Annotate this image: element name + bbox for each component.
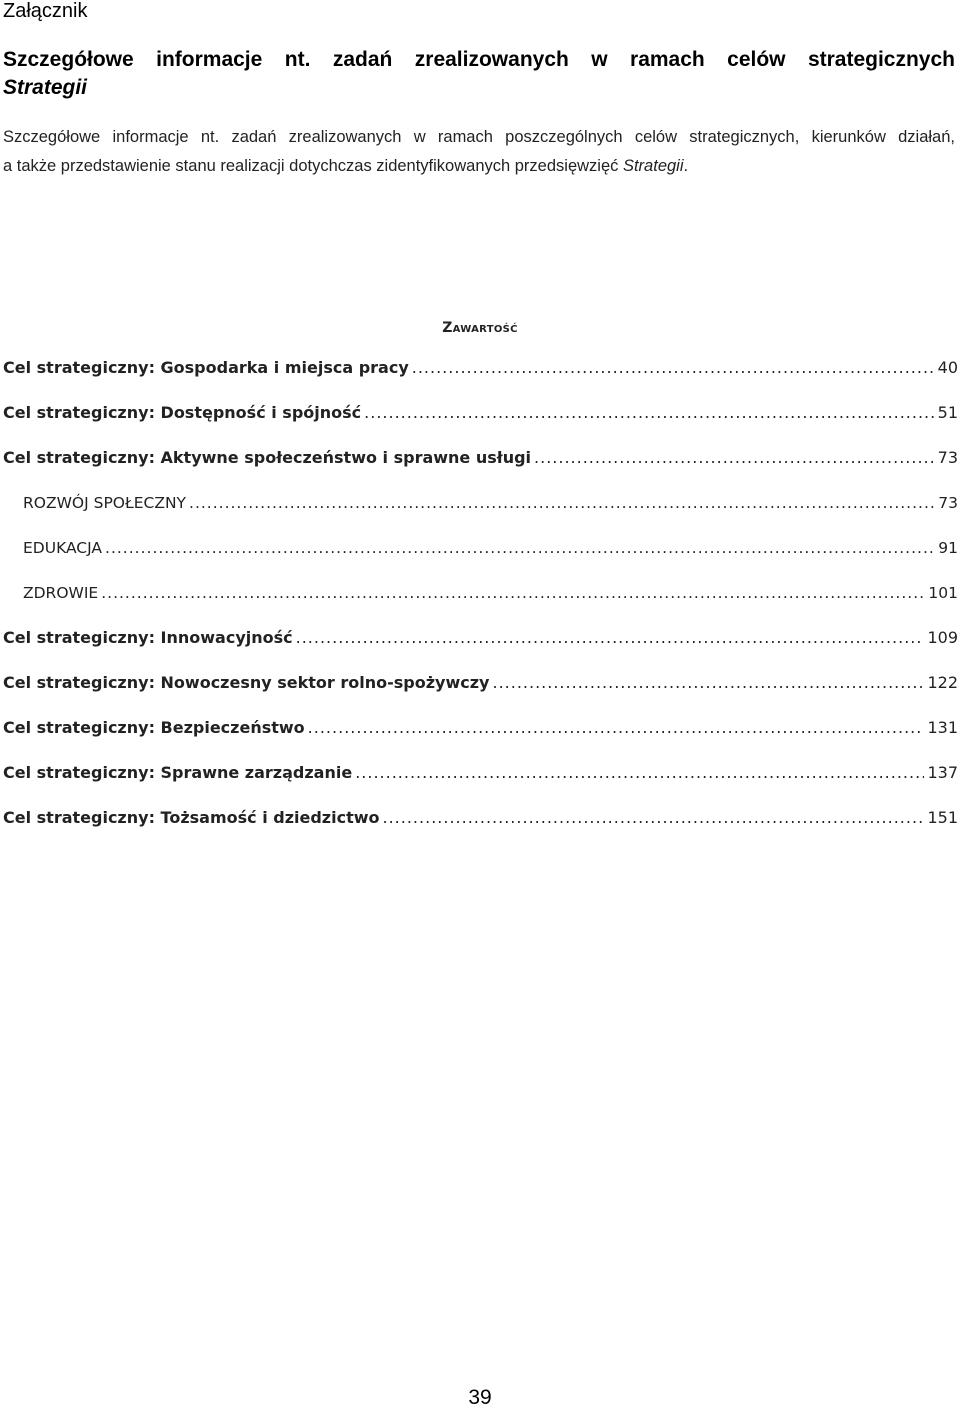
toc-entry-text: Cel strategiczny: Gospodarka i miejsca pracy bbox=[3, 358, 409, 377]
toc-entry-page: 101 bbox=[928, 584, 958, 602]
toc-leader-dots bbox=[189, 486, 935, 520]
toc-entry-text: Cel strategiczny: Sprawne zarządzanie bbox=[3, 763, 353, 782]
toc-entry-page: 73 bbox=[937, 448, 958, 467]
toc-entry[interactable] bbox=[0, 711, 958, 756]
toc-leader-dots bbox=[101, 576, 925, 610]
page-number: 39 bbox=[468, 1386, 492, 1409]
toc-entry-page: 122 bbox=[927, 673, 958, 692]
toc-entry[interactable] bbox=[0, 801, 958, 846]
toc-entry-text: ROZWÓJ SPOŁECZNY bbox=[23, 494, 187, 512]
toc-entry-page: 73 bbox=[938, 494, 958, 512]
toc-leader-dots bbox=[412, 351, 935, 385]
toc-subentry[interactable] bbox=[0, 576, 958, 621]
toc-entry[interactable] bbox=[0, 351, 958, 396]
intro-paragraph bbox=[3, 123, 955, 181]
document-heading bbox=[3, 46, 955, 102]
toc-leader-dots bbox=[308, 711, 925, 745]
attachment-label: Załącznik bbox=[3, 0, 88, 22]
toc-entry[interactable] bbox=[0, 666, 958, 711]
toc-leader-dots bbox=[105, 531, 935, 565]
toc-entry-page: 109 bbox=[927, 628, 958, 647]
heading-line-1: Szczegółowe informacje nt. zadań zrealizowanych w ramach celów strategicznych bbox=[3, 48, 955, 71]
toc-leader-dots bbox=[383, 801, 925, 835]
toc-subentry[interactable] bbox=[0, 486, 958, 531]
toc-entry-text: Cel strategiczny: Aktywne społeczeństwo i sprawne usługi bbox=[3, 448, 532, 467]
toc-entry-text: Cel strategiczny: Dostępność i spójność bbox=[3, 403, 362, 422]
toc-entry-text: Cel strategiczny: Tożsamość i dziedzictwo bbox=[3, 808, 380, 827]
toc-subentry[interactable] bbox=[0, 531, 958, 576]
toc-entry-text: Cel strategiczny: Bezpieczeństwo bbox=[3, 718, 305, 737]
toc-leader-dots bbox=[492, 666, 924, 700]
toc-entry-text: Cel strategiczny: Nowoczesny sektor rolno-spożywczy bbox=[3, 673, 490, 692]
toc-entry[interactable] bbox=[0, 621, 958, 666]
toc-leader-dots bbox=[364, 396, 935, 430]
intro-line-2 bbox=[3, 152, 955, 181]
table-of-contents bbox=[0, 351, 958, 846]
toc-leader-dots bbox=[534, 441, 935, 475]
toc-title: Zawartość bbox=[442, 320, 518, 336]
toc-entry-text: Cel strategiczny: Innowacyjność bbox=[3, 628, 293, 647]
heading-line-2: Strategii bbox=[3, 76, 88, 99]
intro-line-2-prefix: a także przedstawienie stanu realizacji dotychczas zidentyfikowanych przedsięwzięć bbox=[3, 157, 623, 175]
intro-line-2-suffix: . bbox=[683, 157, 689, 175]
toc-entry[interactable] bbox=[0, 441, 958, 486]
toc-entry-text: EDUKACJA bbox=[23, 539, 103, 557]
toc-leader-dots bbox=[355, 756, 924, 790]
toc-entry-text: ZDROWIE bbox=[23, 584, 99, 602]
toc-entry-page: 131 bbox=[927, 718, 958, 737]
toc-entry-page: 91 bbox=[938, 539, 958, 557]
toc-entry[interactable] bbox=[0, 396, 958, 441]
intro-line-2-italic: Strategii bbox=[622, 157, 684, 175]
toc-leader-dots bbox=[296, 621, 925, 655]
toc-entry-page: 151 bbox=[927, 808, 958, 827]
intro-line-1: Szczegółowe informacje nt. zadań zrealizowanych w ramach poszczególnych celów strategicznych, kierunków działań, bbox=[3, 128, 955, 146]
toc-entry-page: 51 bbox=[937, 403, 958, 422]
toc-entry-page: 40 bbox=[937, 358, 958, 377]
toc-entry[interactable] bbox=[0, 756, 958, 801]
toc-entry-page: 137 bbox=[927, 763, 958, 782]
